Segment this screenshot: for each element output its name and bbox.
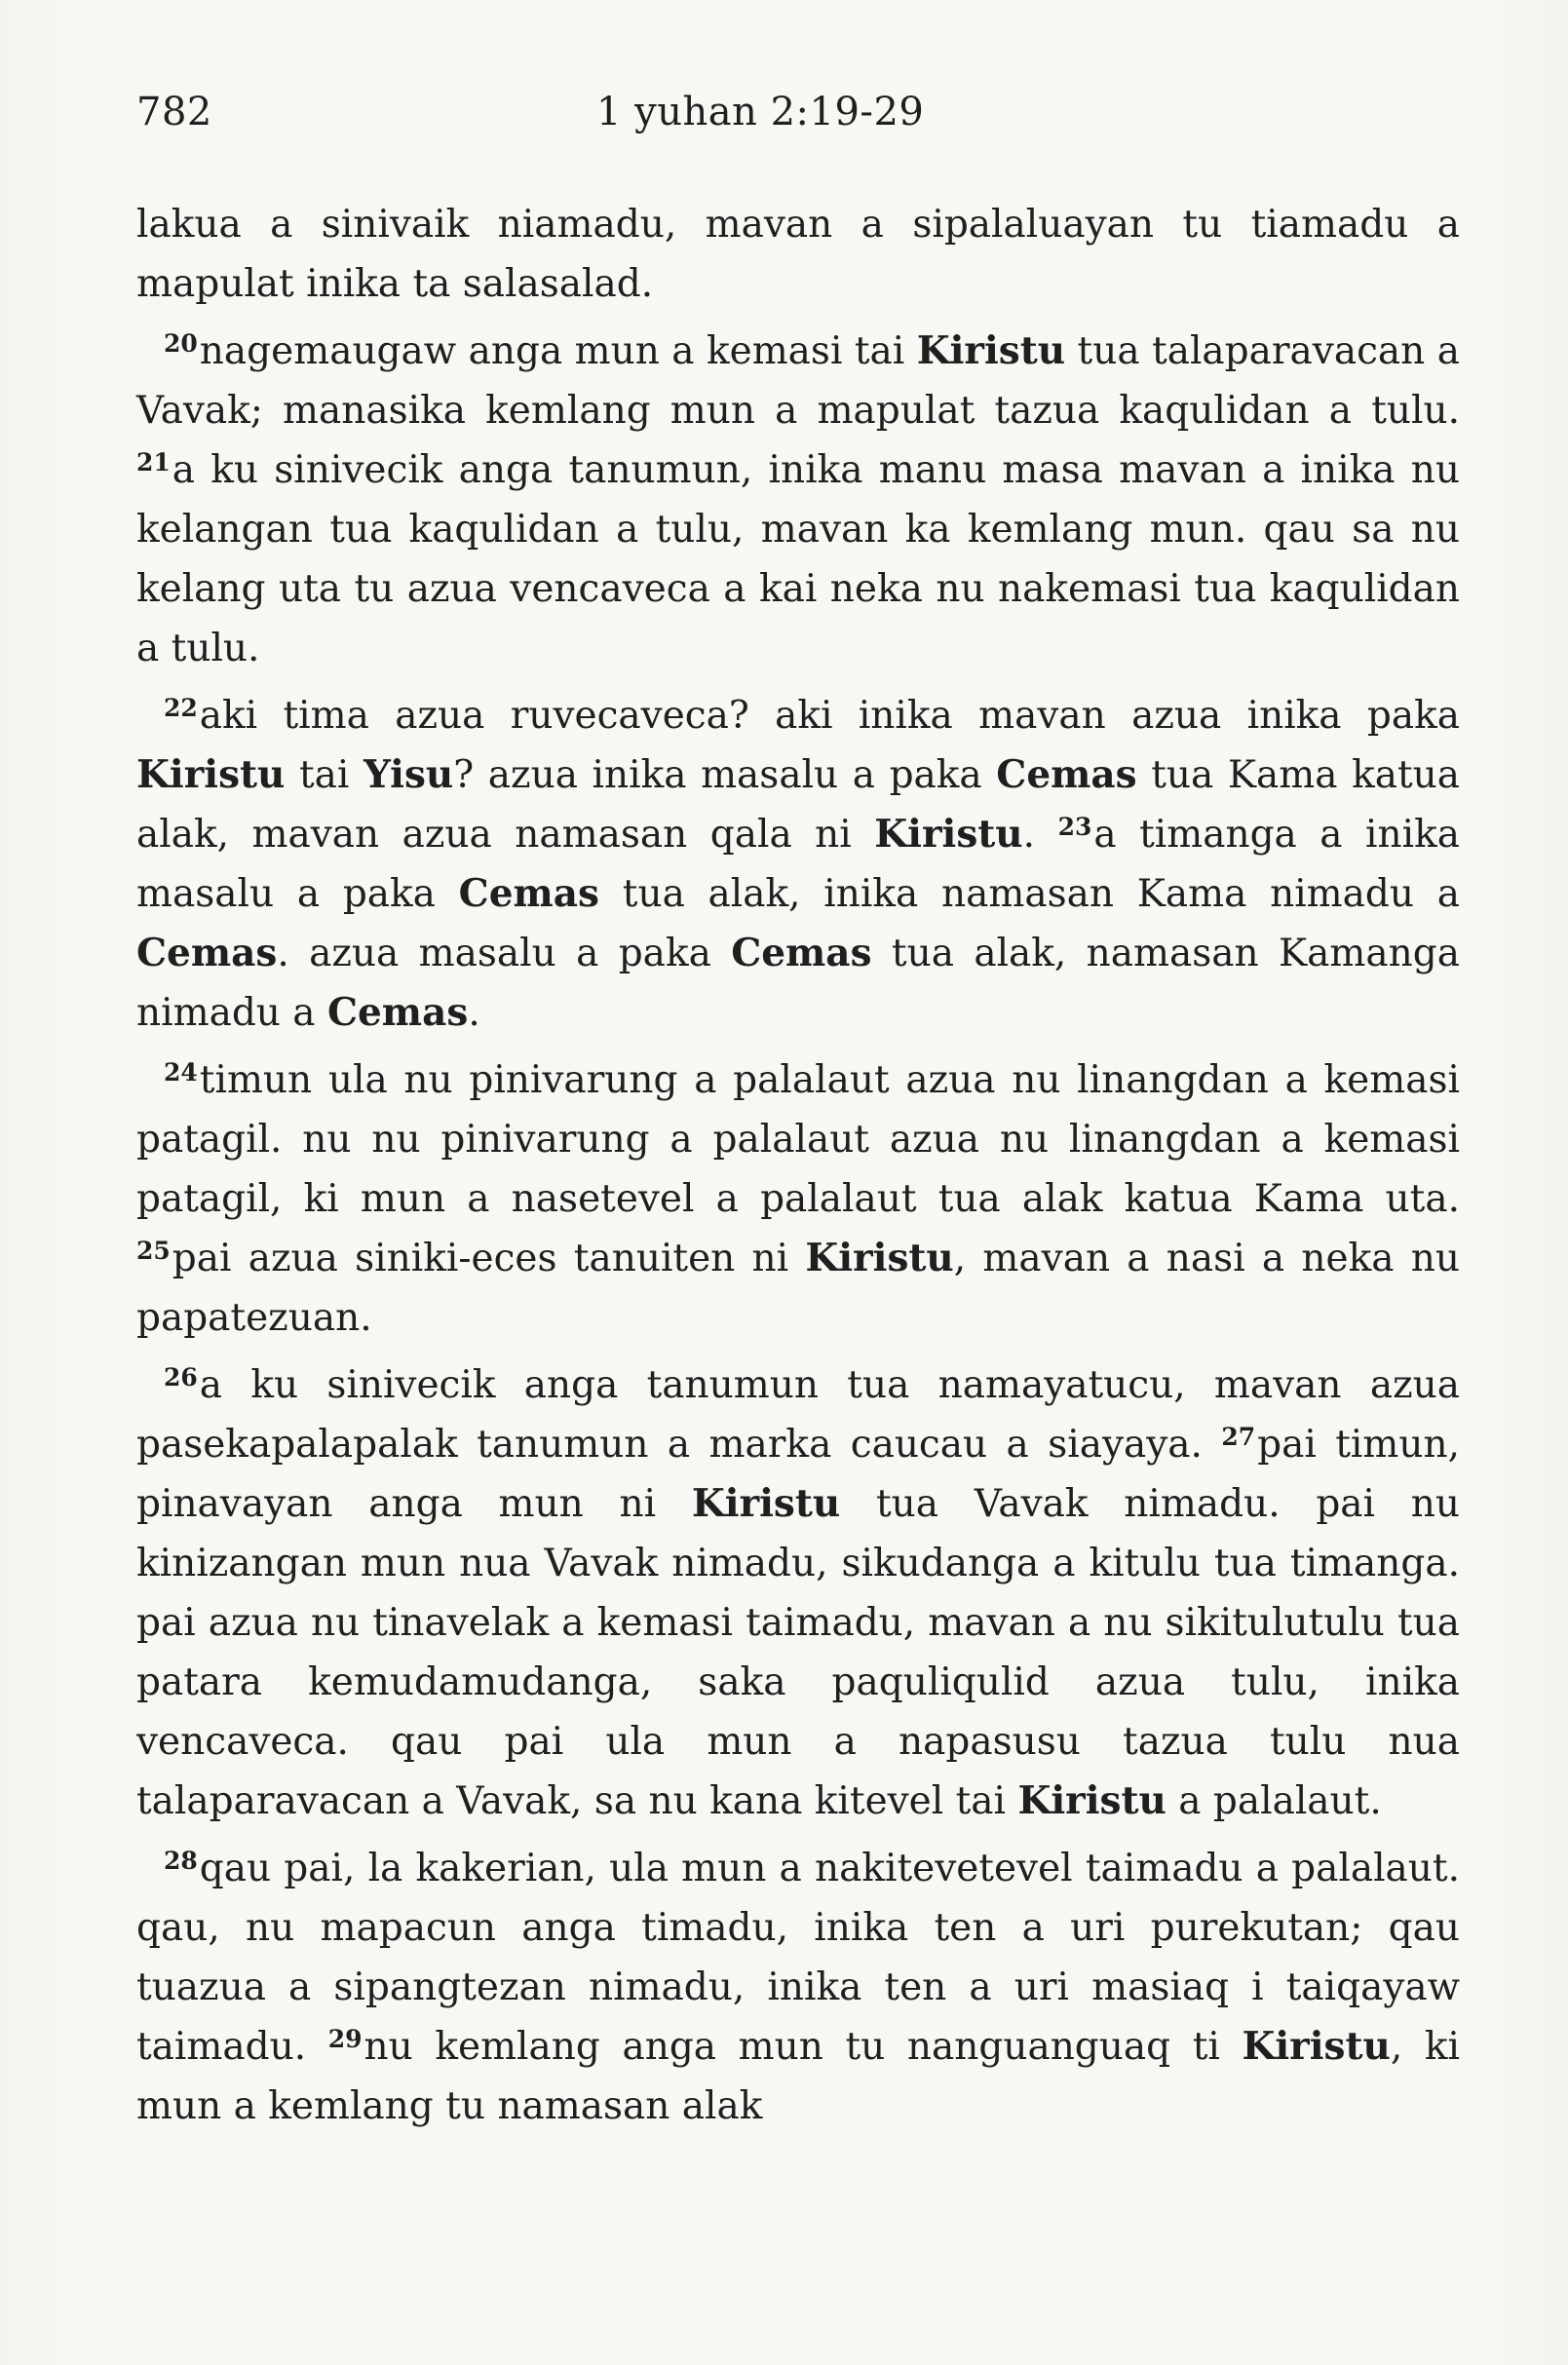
proper-name: Yisu <box>363 752 454 797</box>
text-run: nagemaugaw anga mun a kemasi tai <box>199 329 917 373</box>
proper-name: Kiristu <box>1242 2024 1391 2069</box>
text-run: tai <box>285 753 363 797</box>
text-run: tua alak, inika namasan Kama nimadu a <box>599 872 1460 916</box>
paragraph-p22 <box>136 686 1460 1043</box>
paragraph-p24 <box>136 1050 1460 1348</box>
proper-name: Kiristu <box>1017 1778 1166 1823</box>
proper-name: Kiristu <box>916 328 1066 373</box>
text-run: nu kemlang anga mun tu nanguanguaq ti <box>363 2025 1243 2069</box>
verse-number: 21 <box>136 448 171 477</box>
text-run: aki tima azua ruvecaveca? aki inika mavan azua inika paka <box>199 694 1460 738</box>
proper-name: Cemas <box>996 752 1137 797</box>
text-run: timun ula nu pinivarung a palalaut azua nu linangdan a kemasi patagil. nu nu pinivarung a palalaut azua nu linangdan a kemasi patagil, ki mun a nasetevel a palalaut tua alak katua Kama uta. <box>136 1058 1460 1221</box>
text-run: . <box>1022 813 1058 857</box>
proper-name: Kiristu <box>691 1481 841 1526</box>
proper-name: Kiristu <box>874 812 1023 857</box>
verse-number: 27 <box>1221 1423 1256 1451</box>
text-run: . <box>468 991 480 1035</box>
scripture-text <box>136 195 1460 2144</box>
proper-name: Kiristu <box>805 1236 954 1280</box>
text-run: ? azua inika masalu a paka <box>453 753 997 797</box>
running-head: 1 yuhan 2:19-29 <box>596 90 925 134</box>
verse-number: 28 <box>164 1847 198 1875</box>
text-run: tua talaparavacan a Vavak; manasika kemlang mun a mapulat tazua kaqulidan a tulu. <box>136 329 1460 433</box>
verse-number: 20 <box>164 329 198 358</box>
verse-number: 24 <box>164 1058 198 1087</box>
verse-number: 22 <box>164 694 198 722</box>
proper-name: Kiristu <box>136 752 286 797</box>
page-header <box>136 90 1442 158</box>
text-run: tua Kama katua alak, mavan azua namasan qala ni <box>136 753 1460 857</box>
verse-number: 29 <box>327 2025 363 2053</box>
text-run: . azua masalu a paka <box>277 932 732 975</box>
text-run: qau pai, la kakerian, ula mun a nakitevetevel taimadu a palalaut. qau, nu mapacun anga timadu, inika ten a uri purekutan; qau tuazua a sipangtezan nimadu, inika ten a uri masiaq i taiqayaw taimadu. <box>136 1847 1460 2069</box>
verse-number: 23 <box>1057 813 1092 841</box>
text-run: pai azua siniki-eces tanuiten ni <box>172 1237 806 1280</box>
verse-number: 26 <box>164 1363 198 1392</box>
text-run: , ki mun a kemlang tu namasan alak <box>136 2025 1460 2128</box>
text-run: lakua a sinivaik niamadu, mavan a sipalaluayan tu tiamadu a mapulat inika ta salasalad. <box>136 203 1460 306</box>
proper-name: Cemas <box>326 990 469 1035</box>
proper-name: Cemas <box>136 931 278 975</box>
proper-name: Cemas <box>731 931 872 975</box>
text-run: a timanga a inika masalu a paka <box>136 813 1460 916</box>
text-run: tua Vavak nimadu. pai nu kinizangan mun nua Vavak nimadu, sikudanga a kitulu tua timanga. pai azua nu tinavelak a kemasi taimadu, mavan a nu sikitulutulu tua patara kemudamudanga, saka paquliqulid azua tulu, inika vencaveca. qau pai ula mun a napasusu tazua tulu nua talaparavacan a Vavak, sa nu kana kitevel tai <box>136 1482 1460 1823</box>
text-run: , mavan a nasi a neka nu papatezuan. <box>136 1237 1460 1340</box>
paragraph-p19 <box>136 195 1460 314</box>
text-run: a ku sinivecik anga tanumun, inika manu masa mavan a inika nu kelangan tua kaqulidan a tulu, mavan ka kemlang mun. qau sa nu kelang uta tu azua vencaveca a kai neka nu nakemasi tua kaqulidan a tulu. <box>136 448 1460 670</box>
text-run: pai timun, pinavayan anga mun ni <box>136 1423 1460 1526</box>
paragraph-p26 <box>136 1355 1460 1831</box>
paragraph-p28 <box>136 1839 1460 2136</box>
text-run: a ku sinivecik anga tanumun tua namayatucu, mavan azua pasekapalapalak tanumun a marka caucau a siayaya. <box>136 1363 1460 1467</box>
proper-name: Cemas <box>458 871 600 916</box>
paragraph-p20 <box>136 322 1460 678</box>
text-run: tua alak, namasan Kamanga nimadu a <box>136 932 1460 1035</box>
verse-number: 25 <box>136 1237 171 1265</box>
page-number: 782 <box>136 90 212 134</box>
text-run: a palalaut. <box>1166 1779 1382 1823</box>
